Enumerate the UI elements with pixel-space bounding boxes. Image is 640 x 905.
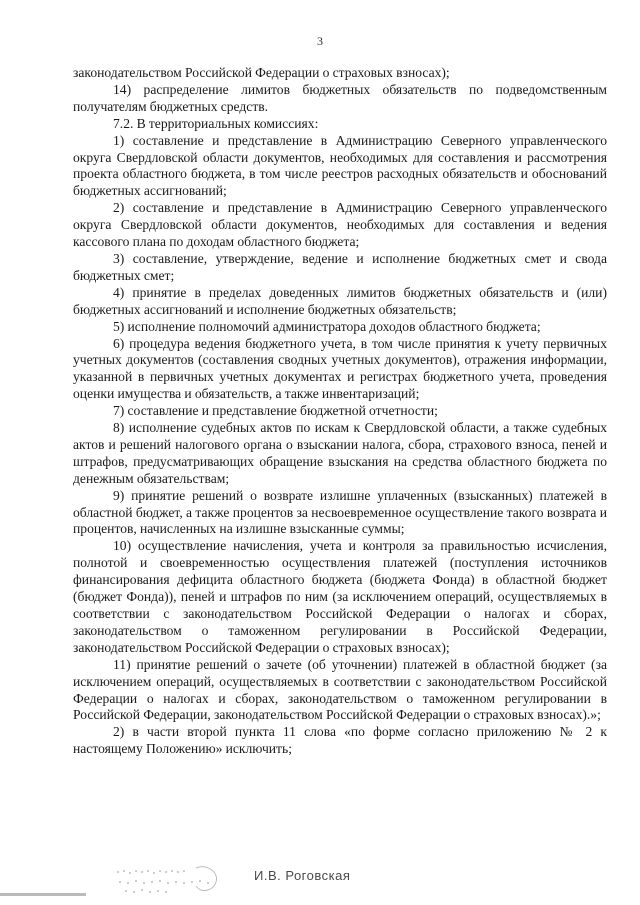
stamp-signature-text: И.В. Роговская [254, 868, 351, 883]
paragraph: 9) принятие решений о возврате излишне уплаченных (взысканных) платежей в областной бюджет, а также процентов за несвоевременное осуществление такого возврата и процентов, начисленных на излишне взысканные суммы; [73, 487, 607, 537]
paragraph: 7) составление и представление бюджетной отчетности; [113, 403, 438, 419]
page-number: 3 [317, 34, 323, 48]
document-body [73, 65, 607, 758]
paragraph: 11) принятие решений о зачете (об уточнении) платежей в областной бюджет (за исключением операций, осуществляемых в соответствии с законодательством Российской Федерации о налогах и сборах, законодательством о таможенном регулировании в Российской Федерации, законодательством Российской Федерации о страховых взносах).»; [73, 656, 607, 723]
paragraph: 4) принятие в пределах доведенных лимитов бюджетных обязательств и (или) бюджетных ассигнований и исполнение бюджетных обязательств; [73, 284, 607, 317]
paragraph: 8) исполнение судебных актов по искам к Свердловской области, а также судебных актов и решений налогового органа о взыскании налога, сбора, страхового взноса, пеней и штрафов, предусматривающих обращение взыскания на средства областного бюджета по денежным обязательствам; [73, 420, 607, 486]
paragraph: 3) составление, утверждение, ведение и исполнение бюджетных смет и свода бюджетных смет; [73, 250, 607, 283]
paragraph: 2) в части второй пункта 11 слова «по форме согласно приложению № 2 к настоящему Положению» исключить; [73, 724, 607, 757]
paragraph: 7.2. В территориальных комиссиях: [113, 115, 319, 131]
signature-stamp [112, 858, 372, 898]
paragraph: законодательством Российской Федерации о страховых взносах); [73, 65, 450, 80]
paragraph: 1) составление и представление в Администрацию Северного управленческого округа Свердловской области документов, необходимых для составления и рассмотрения проекта областного бюджета, в том числе реестров расходных обязательств и обоснований бюджетных ассигнований; [73, 132, 607, 199]
scan-edge-mark [0, 893, 86, 896]
paragraph: 5) исполнение полномочий администратора доходов областного бюджета; [113, 318, 541, 334]
paragraph: 10) осуществление начисления, учета и контроля за правильностью исчисления, полнотой и своевременностью осуществления платежей (поступления источников финансирования дефицита областного бюджета (бюджета Фонда) в областной бюджет (бюджет Фонда)), пеней и штрафов по ним (за исключением операций, осуществляемых в соответствии с законодательством Российской Федерации о налогах и сборах, законодательством о таможенном регулировании в Российской Федерации, законодательством Российской Федерации о страховых взносах); [73, 538, 607, 655]
paragraph: 14) распределение лимитов бюджетных обязательств по подведомственным получателям бюджетных средств. [73, 81, 607, 114]
paragraph: 2) составление и представление в Администрацию Северного управленческого округа Свердловской области документов, необходимых для составления и ведения кассового плана по доходам областного бюджета; [73, 200, 607, 250]
paragraph: 6) процедура ведения бюджетного учета, в том числе принятия к учету первичных учетных документов (составления сводных учетных документов), отражения информации, указанной в первичных учетных документах и регистрах бюджетного учета, проведения оценки имущества и обязательств, а также инвентаризаций; [73, 335, 607, 402]
stamp-seal-icon [112, 862, 242, 896]
